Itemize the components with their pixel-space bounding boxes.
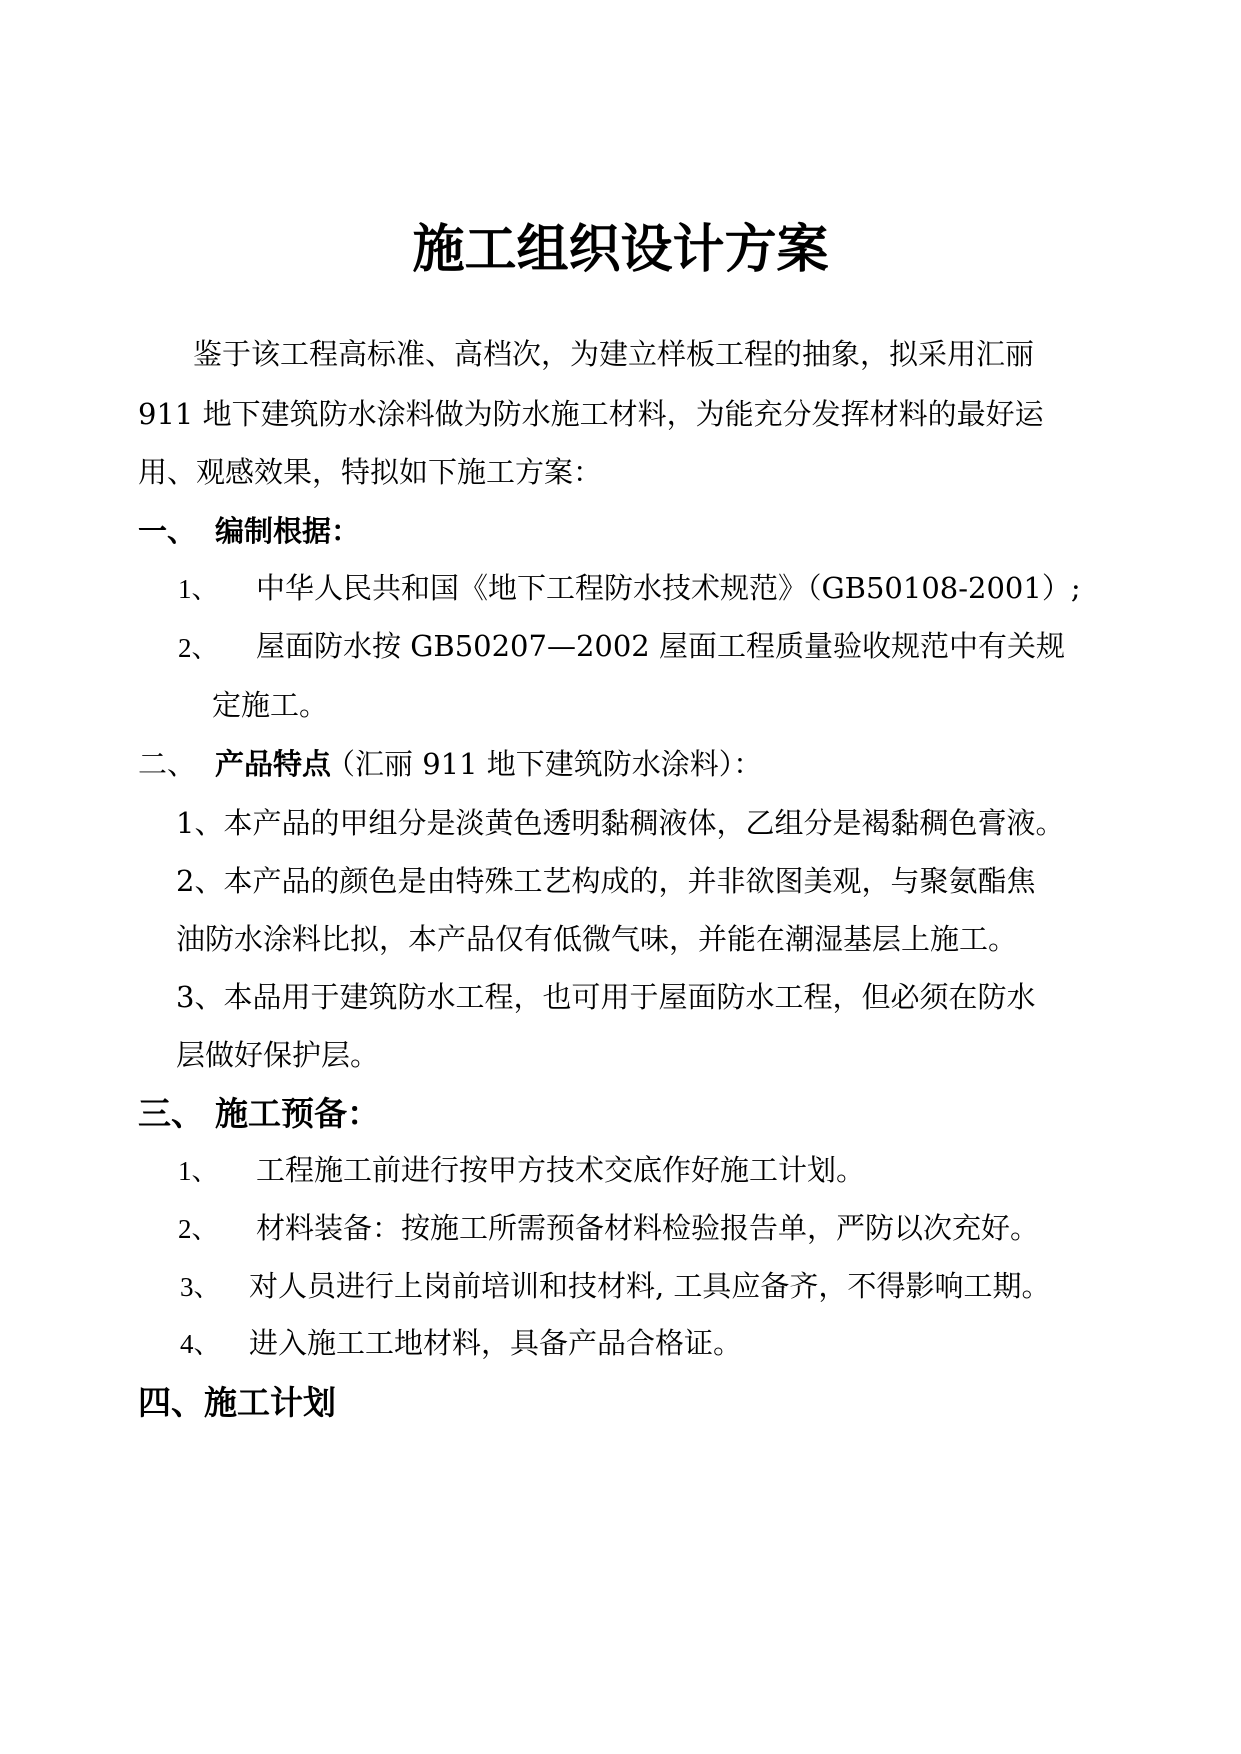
list-item: 工程施工前进行按甲方技术交底作好施工计划。 [256,1153,866,1187]
list-number: 2、 [178,1214,219,1244]
list-number: 4、 [180,1329,221,1359]
list-number: 1、 [178,1156,219,1186]
section-marker: 二、 [138,747,197,781]
list-item: 屋面防水按 GB50207—2002 屋面工程质量验收规范中有关规 [256,629,1065,663]
paragraph-line: 层做好保护层。 [176,1038,380,1072]
list-item: 进入施工工地材料，具备产品合格证。 [249,1326,743,1360]
list-number: 2、 [178,633,219,663]
paragraph-line: 1、本产品的甲组分是淡黄色透明黏稠液体，乙组分是褐黏稠色膏液。 [176,806,1065,840]
list-item: 中华人民共和国《地下工程防水技术规范》（GB50108-2001）; [256,571,1081,605]
intro-line: 用、观感效果，特拟如下施工方案： [138,455,603,489]
list-item-continuation: 定施工。 [212,688,329,722]
page-title: 施工组织设计方案 [412,219,829,280]
section-heading: 施工预备： [215,1094,380,1133]
section-heading: 编制根据： [215,514,361,548]
intro-line: 鉴于该工程高标准、高档次，为建立样板工程的抽象，拟采用汇丽 [193,337,1035,371]
list-item: 对人员进行上岗前培训和技材料, 工具应备齐，不得影响工期。 [249,1269,1051,1303]
section-subtitle: （汇丽 911 地下建筑防水涂料）： [326,747,763,781]
paragraph-line: 3、本品用于建筑防水工程，也可用于屋面防水工程，但必须在防水 [176,980,1036,1014]
section-heading: 四、施工计划 [138,1383,336,1422]
intro-line: 911 地下建筑防水涂料做为防水施工材料，为能充分发挥材料的最好运 [138,397,1044,431]
paragraph-line: 油防水涂料比拟，本产品仅有低微气味，并能在潮湿基层上施工。 [176,922,1018,956]
list-number: 1、 [178,574,219,604]
section-marker: 一、 [138,514,197,548]
section-marker: 三、 [138,1094,204,1133]
list-item: 材料装备：按施工所需预备材料检验报告单，严防以次充好。 [256,1211,1040,1245]
section-heading: 产品特点 [215,747,332,781]
list-number: 3、 [180,1272,221,1302]
paragraph-line: 2、本产品的颜色是由特殊工艺构成的，并非欲图美观，与聚氨酯焦 [176,864,1036,898]
